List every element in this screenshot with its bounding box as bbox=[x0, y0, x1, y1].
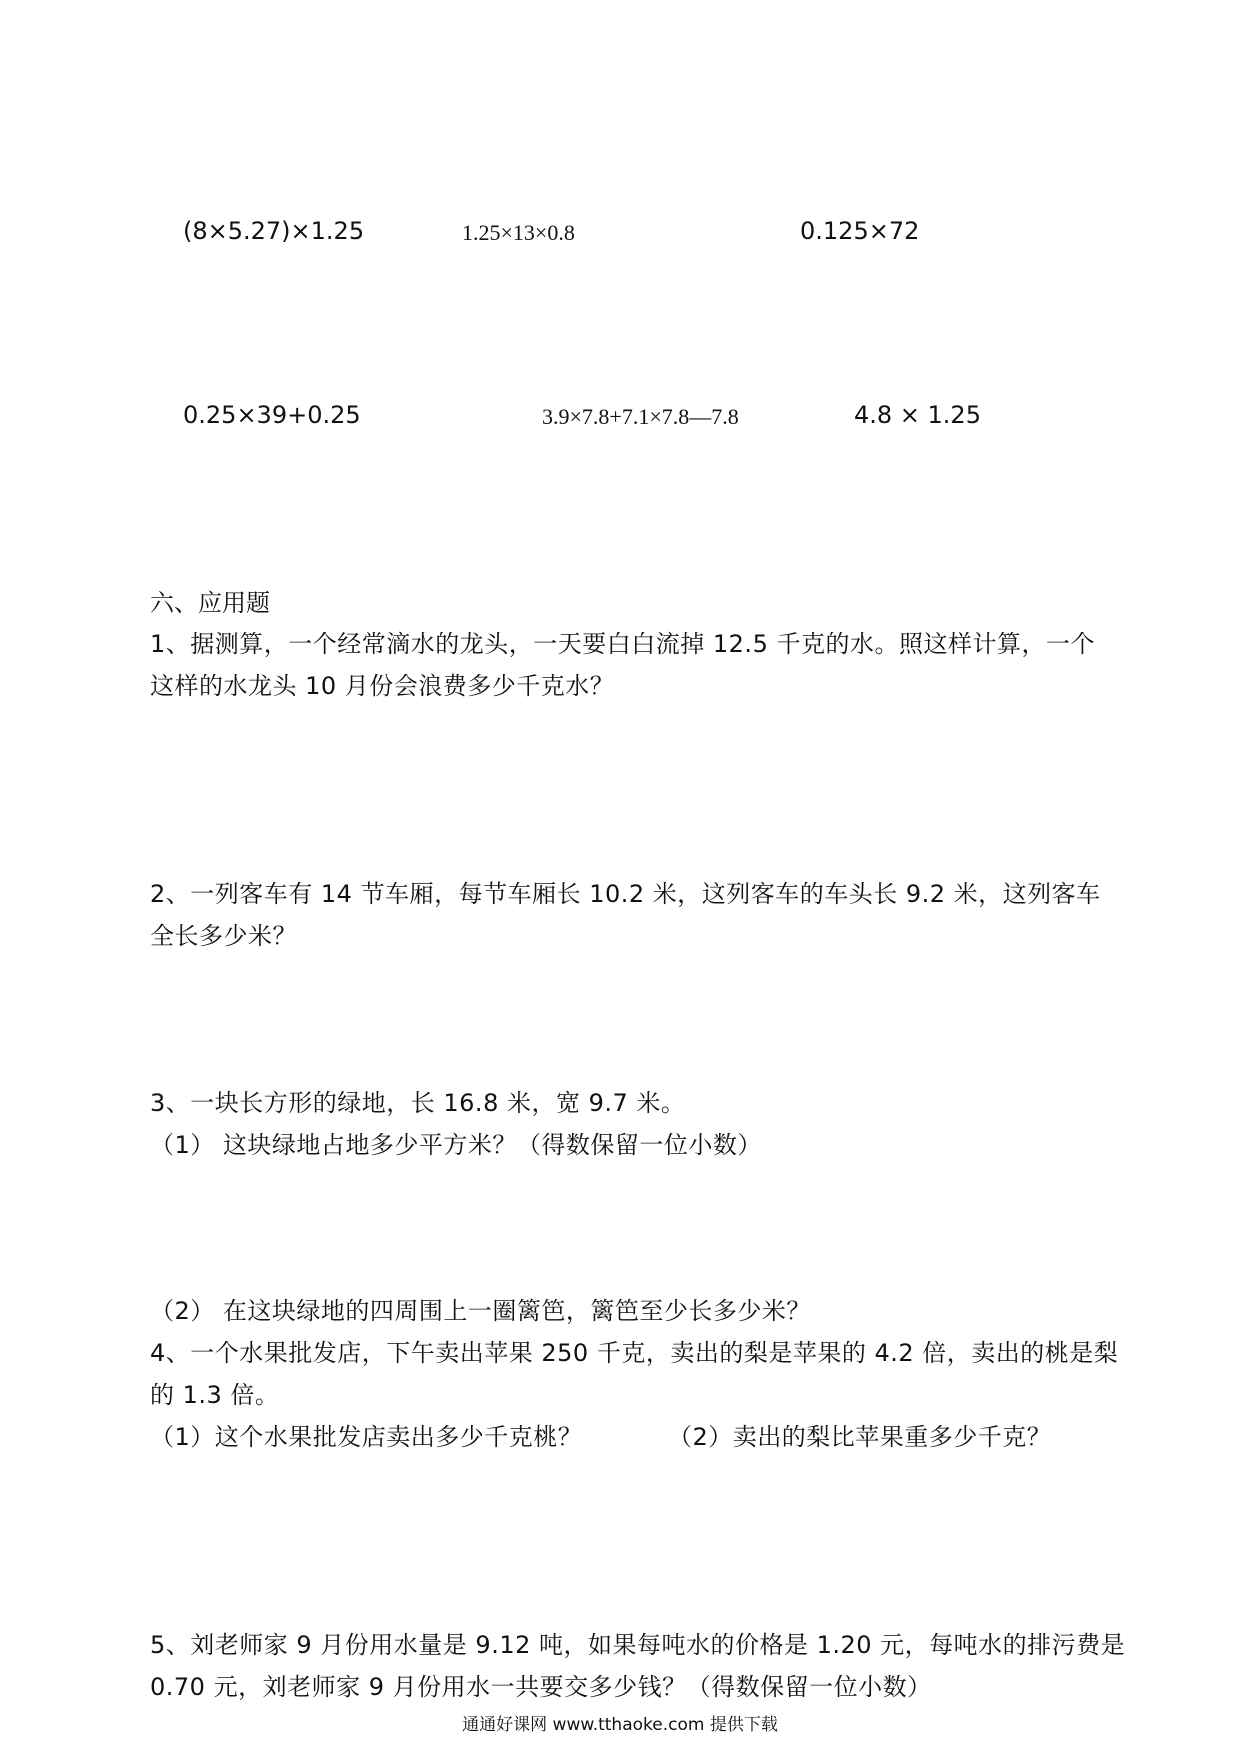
problem-text: 0.70 元，刘老师家 9 月份用水一共要交多少钱？（得数保留一位小数） bbox=[150, 1673, 932, 1701]
sub-question: （1）这个水果批发店卖出多少千克桃？ bbox=[150, 1423, 583, 1451]
problem-text: 5、刘老师家 9 月份用水量是 9.12 吨，如果每吨水的价格是 1.20 元，每吨水的排污费是 bbox=[150, 1631, 1126, 1659]
calc-expression: (8×5.27)×1.25 bbox=[183, 217, 365, 245]
calc-expression: 0.125×72 bbox=[800, 217, 920, 245]
page-footer: 通通好课网 www.tthaoke.com 提供下载 bbox=[462, 1715, 778, 1735]
problem-text: 全长多少米？ bbox=[150, 922, 297, 950]
section-title: 六、应用题 bbox=[150, 589, 270, 617]
sub-question: （1） 这块绿地占地多少平方米？（得数保留一位小数） bbox=[150, 1131, 762, 1159]
calc-expression: 1.25×13×0.8 bbox=[462, 220, 575, 245]
calc-expression: 0.25×39+0.25 bbox=[183, 401, 361, 429]
problem-text: 3、一块长方形的绿地，长 16.8 米，宽 9.7 米。 bbox=[150, 1089, 686, 1117]
sub-question: （2）卖出的梨比苹果重多少千克？ bbox=[668, 1423, 1052, 1451]
calc-expression: 3.9×7.8+7.1×7.8—7.8 bbox=[542, 404, 739, 429]
sub-question: （2） 在这块绿地的四周围上一圈篱笆，篱笆至少长多少米？ bbox=[150, 1297, 811, 1325]
problem-text: 这样的水龙头 10 月份会浪费多少千克水？ bbox=[150, 672, 615, 700]
problem-text: 2、一列客车有 14 节车厢，每节车厢长 10.2 米，这列客车的车头长 9.2 米，这列客车 bbox=[150, 880, 1101, 908]
problem-text: 的 1.3 倍。 bbox=[150, 1381, 280, 1409]
problem-text: 4、一个水果批发店，下午卖出苹果 250 千克，卖出的梨是苹果的 4.2 倍，卖出的桃是梨 bbox=[150, 1339, 1119, 1367]
problem-text: 1、据测算，一个经常滴水的龙头，一天要白白流掉 12.5 千克的水。照这样计算，一个 bbox=[150, 630, 1095, 658]
calc-expression: 4.8 × 1.25 bbox=[854, 401, 981, 429]
